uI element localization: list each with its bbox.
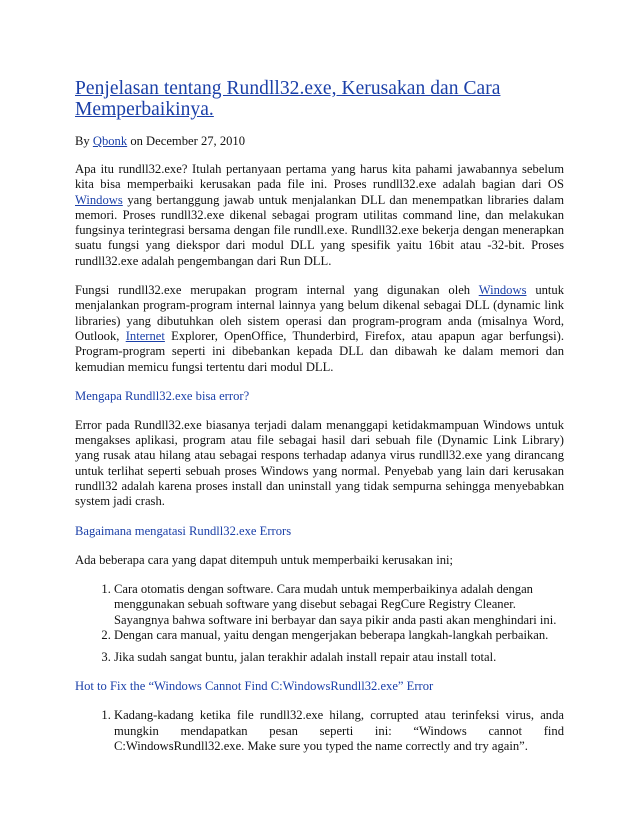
windows-link[interactable]: Windows <box>75 192 123 207</box>
list-item: 1. Cara otomatis dengan software. Cara mudah untuk memperbaikinya adalah dengan menggunakan sebuah software yang disebut sebagai RegCure Registry Cleaner. Sayangnya bahwa software ini berbayar dan saya pikir anda pasti akan menghindari ini. <box>114 582 564 628</box>
function-text-2: untuk menjalankan program-program internal lainnya yang belum dikenal sebagai DLL (dynamic link libraries) yang dibutuhkan oleh sistem operasi dan program-program anda (misalnya Word, Outlook, <box>75 283 564 343</box>
list-item: 3. Jika sudah sangat buntu, jalan terakhir adalah install repair atau install total. <box>114 650 564 665</box>
section-heading-cannot-find: Hot to Fix the “Windows Cannot Find C:WindowsRundll32.exe” Error <box>75 679 434 694</box>
list-item: 1. Kadang-kadang ketika file rundll32.exe hilang, corrupted atau terinfeksi virus, anda mungkin mendapatkan pesan seperti ini: “Windows cannot find C:WindowsRundll32.exe. Make sure you typed the name correctly and try again”. <box>114 708 564 754</box>
internet-link[interactable]: Internet <box>125 328 165 343</box>
function-paragraph <box>75 283 564 375</box>
document-page <box>75 78 564 768</box>
error-paragraph: Error pada Rundll32.exe biasanya terjadi dalam menanggapi ketidakmampuan Windows untuk mengakses aplikasi, program atau file sebagai hasil dari sebuah file (Dynamic Link Library) yang rusak atau hilang atau sebagai respons terhadap adanya virus rundll32.exe yang dirancang untuk terlihat seperti sebuah proses Windows yang normal. Penyebab yang lain dari kerusakan rundll32 adalah karena proses install dan uninstall yang tidak sempurna sehingga menyebabkan system jadi crash. <box>75 417 564 509</box>
byline <box>75 134 564 149</box>
section-heading-how-to-fix: Bagaimana mengatasi Rundll32.exe Errors <box>75 523 292 538</box>
section-heading-why-error: Mengapa Rundll32.exe bisa error? <box>75 388 250 403</box>
author-link[interactable]: Qbonk <box>92 134 128 148</box>
intro-text-2: yang bertanggung jawab untuk menjalankan DLL dan menempatkan libraries dalam memori. Proses rundll32.exe dikenal sebagai program utilitas command line, dan melakukan fungsinya terintegrasi bersama dengan file rundll.exe. Rundll32.exe bekerja dengan menerapkan suatu fungsi yang diekspor dari modul DLL yang spesifik yaitu 16bit atau -32-bit. Proses rundll32.exe adalah pengembangan dari Run DLL. <box>75 192 564 268</box>
byline-date: on December 27, 2010 <box>130 134 246 148</box>
windows-link-2[interactable]: Windows <box>478 283 527 298</box>
function-text-3: Explorer, OpenOffice, Thunderbird, Firefox, atau apapun agar berfungsi). Program-program seperti ini dibebankan kepada DLL dan dibawah ke dalam memori dan kemudian memicu fungsi tertentu dari modul DLL. <box>75 328 564 374</box>
article-title-text[interactable]: Penjelasan tentang Rundll32.exe, Kerusakan dan Cara Memperbaikinya. <box>75 78 501 120</box>
intro-paragraph <box>75 162 564 269</box>
cannot-find-list <box>75 708 564 754</box>
function-text-1: Fungsi rundll32.exe merupakan program internal yang digunakan oleh <box>75 283 471 298</box>
list-item: 2. Dengan cara manual, yaitu dengan mengerjakan beberapa langkah-langkah perbaikan. <box>114 628 564 643</box>
intro-text-1: Apa itu rundll32.exe? Itulah pertanyaan pertama yang harus kita pahami jawabannya sebelum kita bisa memperbaiki kerusakan pada file ini. Proses rundll32.exe adalah bagian dari OS <box>75 162 564 192</box>
byline-prefix: By <box>75 134 90 148</box>
methods-intro-paragraph: Ada beberapa cara yang dapat ditempuh untuk memperbaiki kerusakan ini; <box>75 552 454 567</box>
fix-methods-list <box>75 582 564 665</box>
article-title[interactable] <box>75 78 564 120</box>
